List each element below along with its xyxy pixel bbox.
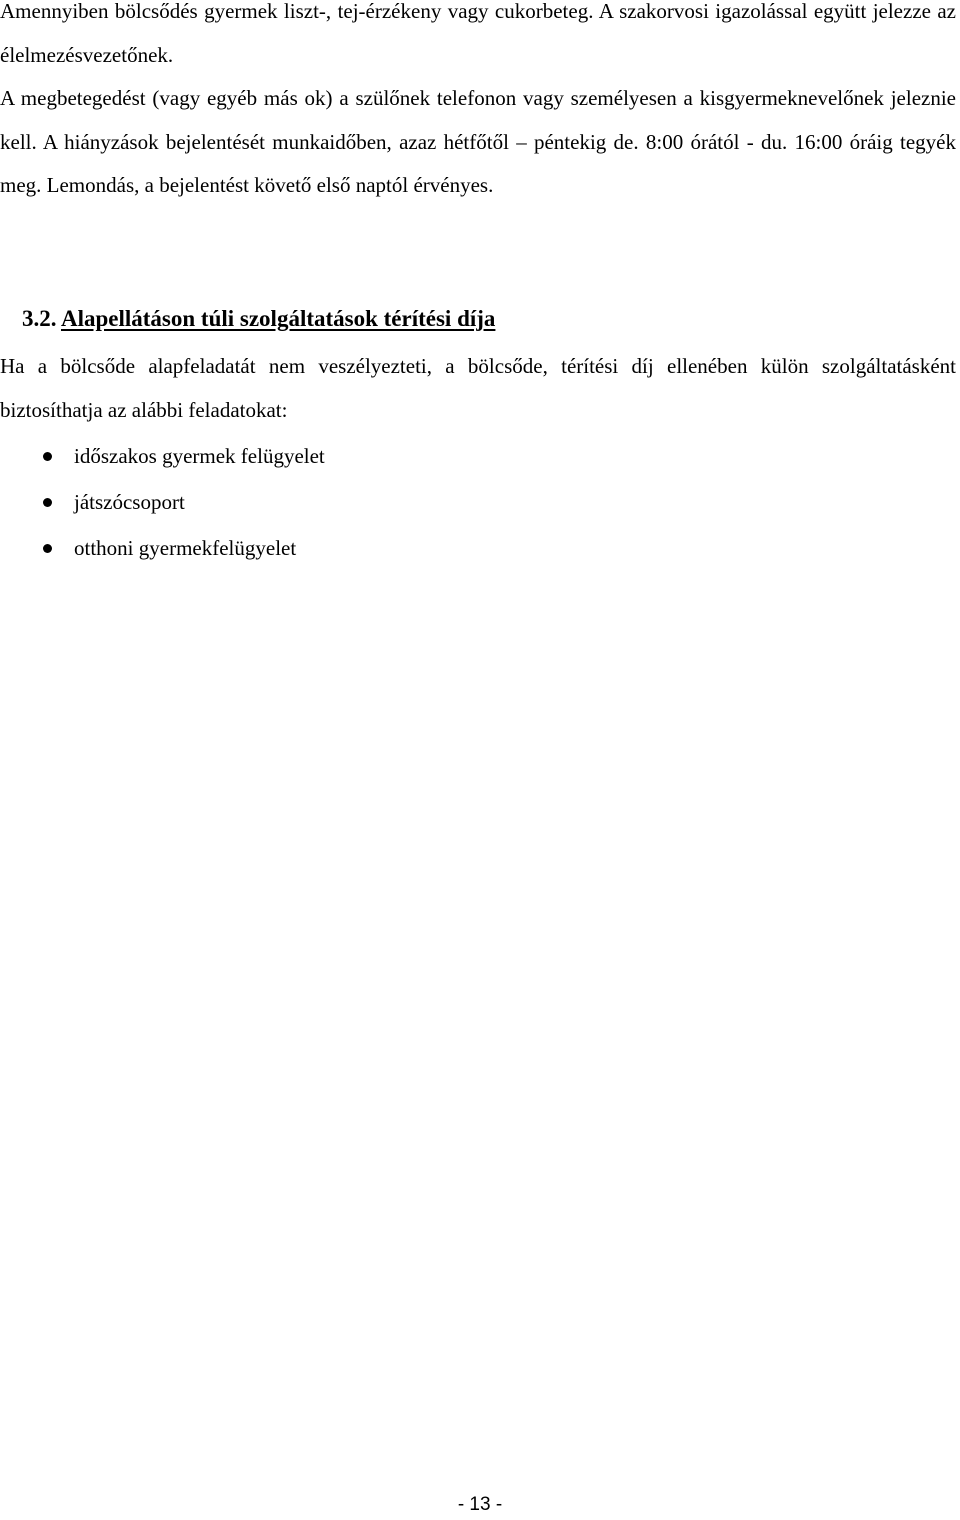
bullet-icon xyxy=(43,544,52,553)
list-item xyxy=(0,526,325,572)
list-item xyxy=(0,480,325,526)
service-list xyxy=(0,434,325,572)
paragraph-allergy-notice: Amennyiben bölcsődés gyermek liszt-, tej-érzékeny vagy cukorbeteg. A szakorvosi igazolással együtt jelezze az élelmezésvezetőnek. xyxy=(0,0,956,67)
list-item-text: időszakos gyermek felügyelet xyxy=(74,444,325,468)
section-title: Alapellátáson túli szolgáltatások térítési díja xyxy=(60,306,496,331)
section-intro-paragraph: Ha a bölcsőde alapfeladatát nem veszélyezteti, a bölcsőde, térítési díj ellenében külön szolgáltatásként biztosíthatja az alábbi feladatokat: xyxy=(0,354,956,422)
list-item xyxy=(0,434,325,480)
paragraph-absence-reporting: A megbetegedést (vagy egyéb más ok) a szülőnek telefonon vagy személyesen a kisgyermeknevelőnek jeleznie kell. A hiányzások bejelentését munkaidőben, azaz hétfőtől – péntekig de. 8:00 órától - du. 16:00 óráig tegyék meg. Lemondás, a bejelentést követő első naptól érvényes. xyxy=(0,86,956,197)
list-item-text: otthoni gyermekfelügyelet xyxy=(74,536,297,560)
section-heading xyxy=(22,299,495,339)
list-item-text: játszócsoport xyxy=(74,490,185,514)
bullet-icon xyxy=(43,452,52,461)
section-number: 3.2. xyxy=(22,306,57,331)
bullet-icon xyxy=(43,498,52,507)
page-number: - 13 - xyxy=(457,1494,503,1515)
